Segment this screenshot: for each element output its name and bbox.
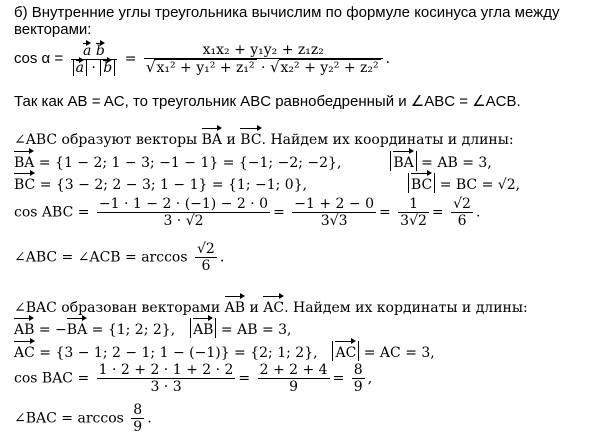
ba-coordinates-row: [14, 151, 492, 171]
ab-equals-minus: = −: [38, 322, 67, 338]
ba-length: = AB = 3,: [421, 155, 492, 171]
coordinate-fraction: $\frac{\text{x₁x₂ + y₁y₂ + z₁z₂}}{\text{√x₁² + y₁² + z₁² · √x₂² + y₂² + z₂²}}$: [144, 42, 383, 76]
cos-abc-den-1: 3 · √2: [163, 213, 204, 230]
cos-abc-equation: cos ABC = $\frac{-1 \cdot 1 - 2 \cdot (-1) - 2 \cdot 0}{3 \cdot √2}$ = $\frac{-1 + 2 - 0}{3√3}$ = $\frac{1}{3√2}$ = $\frac{√2}{6}$ .: [14, 196, 481, 230]
cos-bac-num-1: 1 · 2 + 2 · 1 + 2 · 2: [98, 362, 234, 378]
vector-b-magnitude: b: [103, 59, 113, 76]
cos-abc-num-1: −1 · 1 − 2 · (−1) − 2 · 0: [98, 196, 269, 212]
vector-bc-label: BC: [240, 128, 261, 148]
bc-coordinates-row: [14, 173, 520, 193]
cos-bac-label: cos BAC =: [14, 370, 90, 387]
bac-heading-text: ∠BAC образован векторами: [14, 300, 221, 316]
vector-bc: BC: [14, 173, 35, 193]
abc-result-label: ∠ABC = ∠ACB = arccos: [14, 249, 188, 266]
vector-ab-abs: AB: [193, 318, 213, 338]
isosceles-note: Так как AB = AC, то треугольник ABC равнобедренный и ∠ABC = ∠ACB.: [14, 93, 521, 110]
intro-line-2: векторами:: [14, 21, 92, 38]
ac-coordinates: = {3 − 1; 2 − 1; 1 − (−1)} = {2; 1; 2},: [39, 345, 318, 361]
vector-fraction: $\frac{\text{a b}}{a \cdot b}$: [71, 43, 118, 76]
vector-ba-abs: BA: [393, 151, 413, 171]
ab-coordinates-row: [14, 318, 292, 338]
bac-heading: [14, 296, 528, 316]
left-root: x₁² + y₁² + z₁²: [156, 60, 255, 77]
ac-coordinates-row: [14, 341, 435, 361]
cos-bac-den-2: 9: [289, 379, 299, 396]
cos-abc-den-4: 6: [457, 213, 467, 230]
vector-a: a: [83, 42, 92, 59]
bc-coordinates: = {3 − 2; 2 − 3; 1 − 1} = {1; −1; 0},: [39, 177, 308, 193]
vector-ba: BA: [14, 151, 34, 171]
cos-bac-num-3: 8: [353, 362, 363, 378]
abc-heading: [14, 128, 514, 148]
vector-ac-label: AC: [263, 296, 284, 316]
bac-result-num: 8: [133, 402, 143, 418]
cos-alpha-label: cos α =: [14, 50, 64, 68]
cos-abc-den-2: 3√3: [320, 213, 348, 230]
cos-bac-num-2: 2 + 2 + 4: [259, 362, 328, 378]
vector-b: b: [95, 42, 105, 59]
vector-ba-neg: BA: [67, 318, 87, 338]
bac-result-label: ∠BAC = arccos: [14, 410, 124, 427]
cos-bac-den-1: 3 · 3: [150, 379, 182, 396]
vector-a-magnitude: a: [75, 59, 84, 76]
cos-bac-equation: cos BAC = $\frac{1 \cdot 2 + 2 \cdot 1 + 2 \cdot 2}{3 \cdot 3}$ = $\frac{2 + 2 + 4}{9}$ = $\frac{8}{9}$ ,: [14, 362, 373, 396]
cos-abc-num-4: √2: [453, 196, 471, 212]
ba-coordinates: = {1 − 2; 1 − 3; −1 − 1} = {−1; −2; −2},: [38, 155, 342, 171]
abc-result: ∠ABC = ∠ACB = arccos $\frac{√2}{6}$ .: [14, 241, 225, 275]
right-root: x₂² + y₂² + z₂²: [280, 60, 379, 77]
bac-heading-post: . Найдем их кординаты и длины:: [284, 300, 528, 316]
bc-length: = BC = √2,: [439, 177, 521, 193]
cos-abc-num-2: −1 + 2 − 0: [294, 196, 374, 212]
cos-abc-label: cos ABC =: [14, 204, 90, 221]
abc-heading-and: и: [226, 132, 236, 148]
ac-length: = AC = 3,: [363, 345, 435, 361]
cos-abc-num-3: 1: [398, 196, 429, 213]
abc-result-den: 6: [201, 258, 211, 275]
intro-line-1: б) Внутренние углы треугольника вычислим по формуле косинуса угла между: [14, 4, 560, 21]
abc-heading-post: . Найдем их координаты и длины:: [261, 132, 514, 148]
bac-result: ∠BAC = arccos $\frac{8}{9}$ .: [14, 402, 152, 436]
cos-abc-den-3: 3√2: [400, 213, 427, 230]
vector-ab: AB: [14, 318, 34, 338]
vector-ba-label: BA: [202, 128, 222, 148]
vector-bc-abs: BC: [411, 173, 432, 193]
bac-heading-and: и: [249, 300, 259, 316]
vector-ac: AC: [14, 341, 35, 361]
ab-length: = AB = 3,: [220, 322, 292, 338]
abc-result-num: √2: [197, 241, 215, 257]
bac-result-den: 9: [133, 419, 143, 436]
abc-heading-text: ∠ABC образуют векторы: [14, 132, 198, 148]
coordinate-numerator: x₁x₂ + y₁y₂ + z₁z₂: [144, 42, 383, 59]
ab-coordinates: = {1; 2; 2},: [91, 322, 176, 338]
vector-ab-label: AB: [225, 296, 245, 316]
general-cos-formula: cos α = $\frac{\text{a b}}{a \cdot b}$ = $\frac{\text{x₁x₂ + y₁y₂ + z₁z₂}}{\text{√x₁² + y₁² + z₁² · √x₂² + y₂² + z₂²}}$ .: [14, 42, 391, 77]
vector-ac-abs: AC: [335, 341, 356, 361]
cos-bac-den-3: 9: [353, 379, 363, 396]
